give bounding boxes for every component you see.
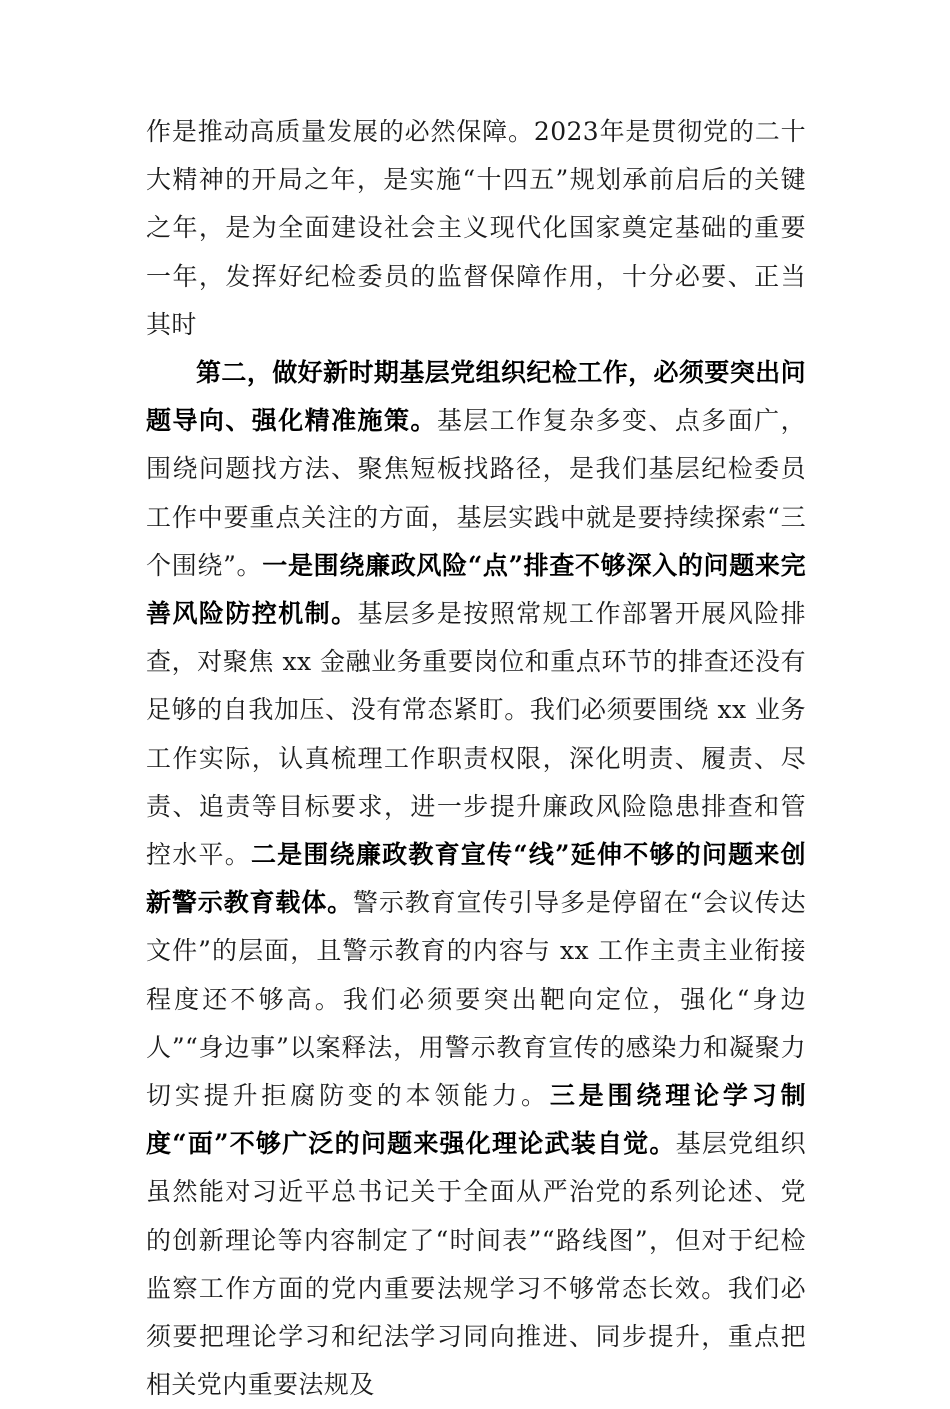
bold-point-two: 二是围绕廉政教育宣传“线”延伸不够的问题来创新警示教育载体。 xyxy=(146,840,806,918)
paragraph-continued xyxy=(146,108,806,349)
paragraph-text: 作是推动高质量发展的必然保障。2023年是贯彻党的二十大精神的开局之年，是实施“十四五”规划承前启后的关键之年，是为全面建设社会主义现代化国家奠定基础的重要一年，发挥好纪检委员的监督保障作用，十分必要、正当其时 xyxy=(146,117,806,339)
paragraph-text: 警示教育宣传引导多是停留在“会议传达文件”的层面，且警示教育的内容与 xx 工作主责主业衔接程度还不够高。我们必须要突出靶向定位，强化“身边人”“身边事”以案释法，用警示教育宣传的感染力和凝聚力切实提升拒腐防变的本领能力。 xyxy=(146,888,806,1111)
paragraph-text: 基层多是按照常规工作部署开展风险排查，对聚焦 xx 金融业务重要岗位和重点环节的排查还没有足够的自我加压、没有常态紧盯。我们必须要围绕 xx 业务工作实际，认真梳理工作职责权限，深化明责、履责、尽责、追责等目标要求，进一步提升廉政风险隐患排查和管控水平。 xyxy=(146,599,806,870)
paragraph-text: 基层党组织虽然能对习近平总书记关于全面从严治党的系列论述、党的创新理论等内容制定了“时间表”“路线图”，但对于纪检监察工作方面的党内重要法规学习不够常态长效。我们必须要把理论学习和纪法学习同向推进、同步提升，重点把相关党内重要法规及 xyxy=(146,1129,806,1400)
paragraph-second-point xyxy=(146,349,806,1409)
paragraph-text: 基层工作复杂多变、点多面广，围绕问题找方法、聚焦短板找路径，是我们基层纪检委员工作中要重点关注的方面，基层实践中就是要持续探索“三个围绕”。 xyxy=(146,406,806,580)
bold-heading-second: 第二，做好新时期基层党组织纪检工作，必须要突出问题导向、强化精准施策。 xyxy=(146,358,806,436)
bold-point-one: 一是围绕廉政风险“点”排查不够深入的问题来完善风险防控机制。 xyxy=(146,550,807,629)
document-body xyxy=(146,108,806,1409)
bold-point-three: 三是围绕理论学习制度“面”不够广泛的问题来强化理论武装自觉。 xyxy=(146,1081,806,1159)
